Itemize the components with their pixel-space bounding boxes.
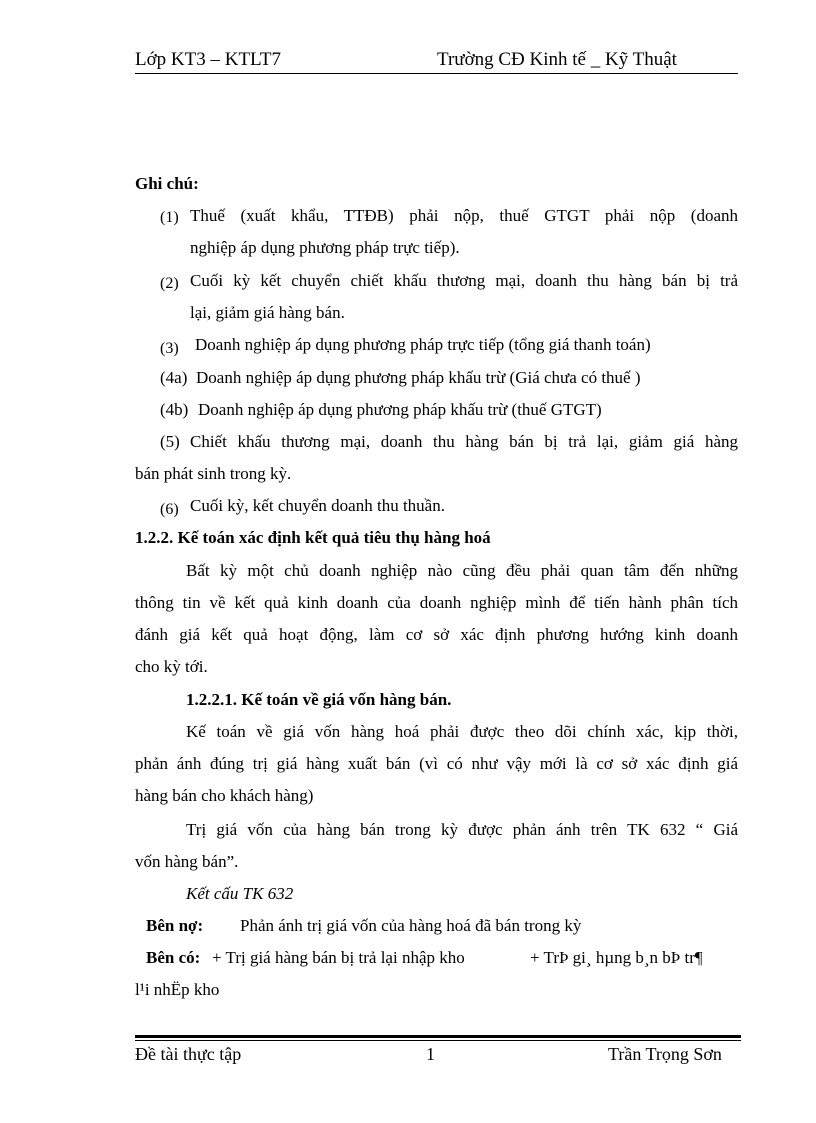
credit-text-cont: l¹i nhËp kho xyxy=(135,980,220,999)
note-number: (4a) xyxy=(160,368,188,387)
note-text-cont: bán phát sinh trong kỳ. xyxy=(135,464,292,483)
note-number: (4b) xyxy=(160,400,189,419)
section-heading: 1.2.2. Kế toán xác định kết quả tiêu thụ hàng hoá xyxy=(135,528,491,547)
note-text: Chiết khấu thương mại, doanh thu hàng bán bị trả lại, giảm giá hàng xyxy=(190,432,738,451)
structure-title: Kết cấu TK 632 xyxy=(186,884,294,903)
credit-text: + Trị giá hàng bán bị trả lại nhập kho xyxy=(212,948,465,967)
note-number: (6) xyxy=(160,501,179,518)
notes-title: Ghi chú: xyxy=(135,174,199,193)
paragraph-line: vốn hàng bán”. xyxy=(135,852,239,871)
debit-text: Phản ánh trị giá vốn của hàng hoá đã bán trong kỳ xyxy=(240,916,582,935)
note-text: Cuối kỳ kết chuyển chiết khấu thương mại, doanh thu hàng bán bị trả xyxy=(190,271,738,290)
header-school: Trường CĐ Kinh tế _ Kỹ Thuật xyxy=(437,49,677,70)
footer-divider-thick xyxy=(135,1035,741,1038)
header-divider xyxy=(135,73,738,74)
note-number: (3) xyxy=(160,340,179,357)
note-number: (5) xyxy=(160,432,180,451)
debit-label: Bên nợ: xyxy=(146,916,204,935)
credit-text-garbled: + TrÞ gi¸ hµng b¸n bÞ tr¶ xyxy=(530,948,703,967)
paragraph-line: thông tin về kết quả kinh doanh của doanh nghiệp mình để tiến hành phân tích xyxy=(135,593,738,612)
note-number: (1) xyxy=(160,209,179,226)
note-number: (2) xyxy=(160,275,179,292)
note-text: Doanh nghiệp áp dụng phương pháp khấu trừ (Giá chưa có thuế ) xyxy=(196,368,641,387)
credit-label: Bên có: xyxy=(146,948,201,967)
note-text: Cuối kỳ, kết chuyển doanh thu thuần. xyxy=(190,496,445,515)
note-text: Doanh nghiệp áp dụng phương pháp khấu trừ (thuế GTGT) xyxy=(198,400,602,419)
note-text-cont: nghiệp áp dụng phương pháp trực tiếp). xyxy=(190,238,460,257)
header-class: Lớp KT3 – KTLT7 xyxy=(135,49,282,70)
subsection-heading: 1.2.2.1. Kế toán về giá vốn hàng bán. xyxy=(186,690,452,709)
paragraph-line: hàng bán cho khách hàng) xyxy=(135,786,314,805)
paragraph-line: Trị giá vốn của hàng bán trong kỳ được phản ánh trên TK 632 “ Giá xyxy=(186,820,738,839)
paragraph-line: Bất kỳ một chủ doanh nghiệp nào cũng đều phải quan tâm đến những xyxy=(186,561,738,580)
note-text-cont: lại, giảm giá hàng bán. xyxy=(190,303,345,322)
footer-topic: Đề tài thực tập xyxy=(135,1044,242,1064)
paragraph-line: cho kỳ tới. xyxy=(135,657,208,676)
footer-divider-thin xyxy=(135,1040,741,1041)
paragraph-line: phản ánh đúng trị giá hàng xuất bán (vì có như vậy mới là cơ sở xác định giá xyxy=(135,754,738,773)
note-text: Thuế (xuất khẩu, TTĐB) phải nộp, thuế GTGT phải nộp (doanh xyxy=(190,206,738,225)
paragraph-line: Kế toán về giá vốn hàng hoá phải được theo dõi chính xác, kịp thời, xyxy=(186,722,738,741)
paragraph-line: đánh giá kết quả hoạt động, làm cơ sở xác định phương hướng kinh doanh xyxy=(135,625,738,644)
footer-author: Trần Trọng Sơn xyxy=(608,1044,722,1064)
page-number: 1 xyxy=(426,1044,435,1064)
note-text: Doanh nghiệp áp dụng phương pháp trực tiếp (tổng giá thanh toán) xyxy=(195,335,651,354)
